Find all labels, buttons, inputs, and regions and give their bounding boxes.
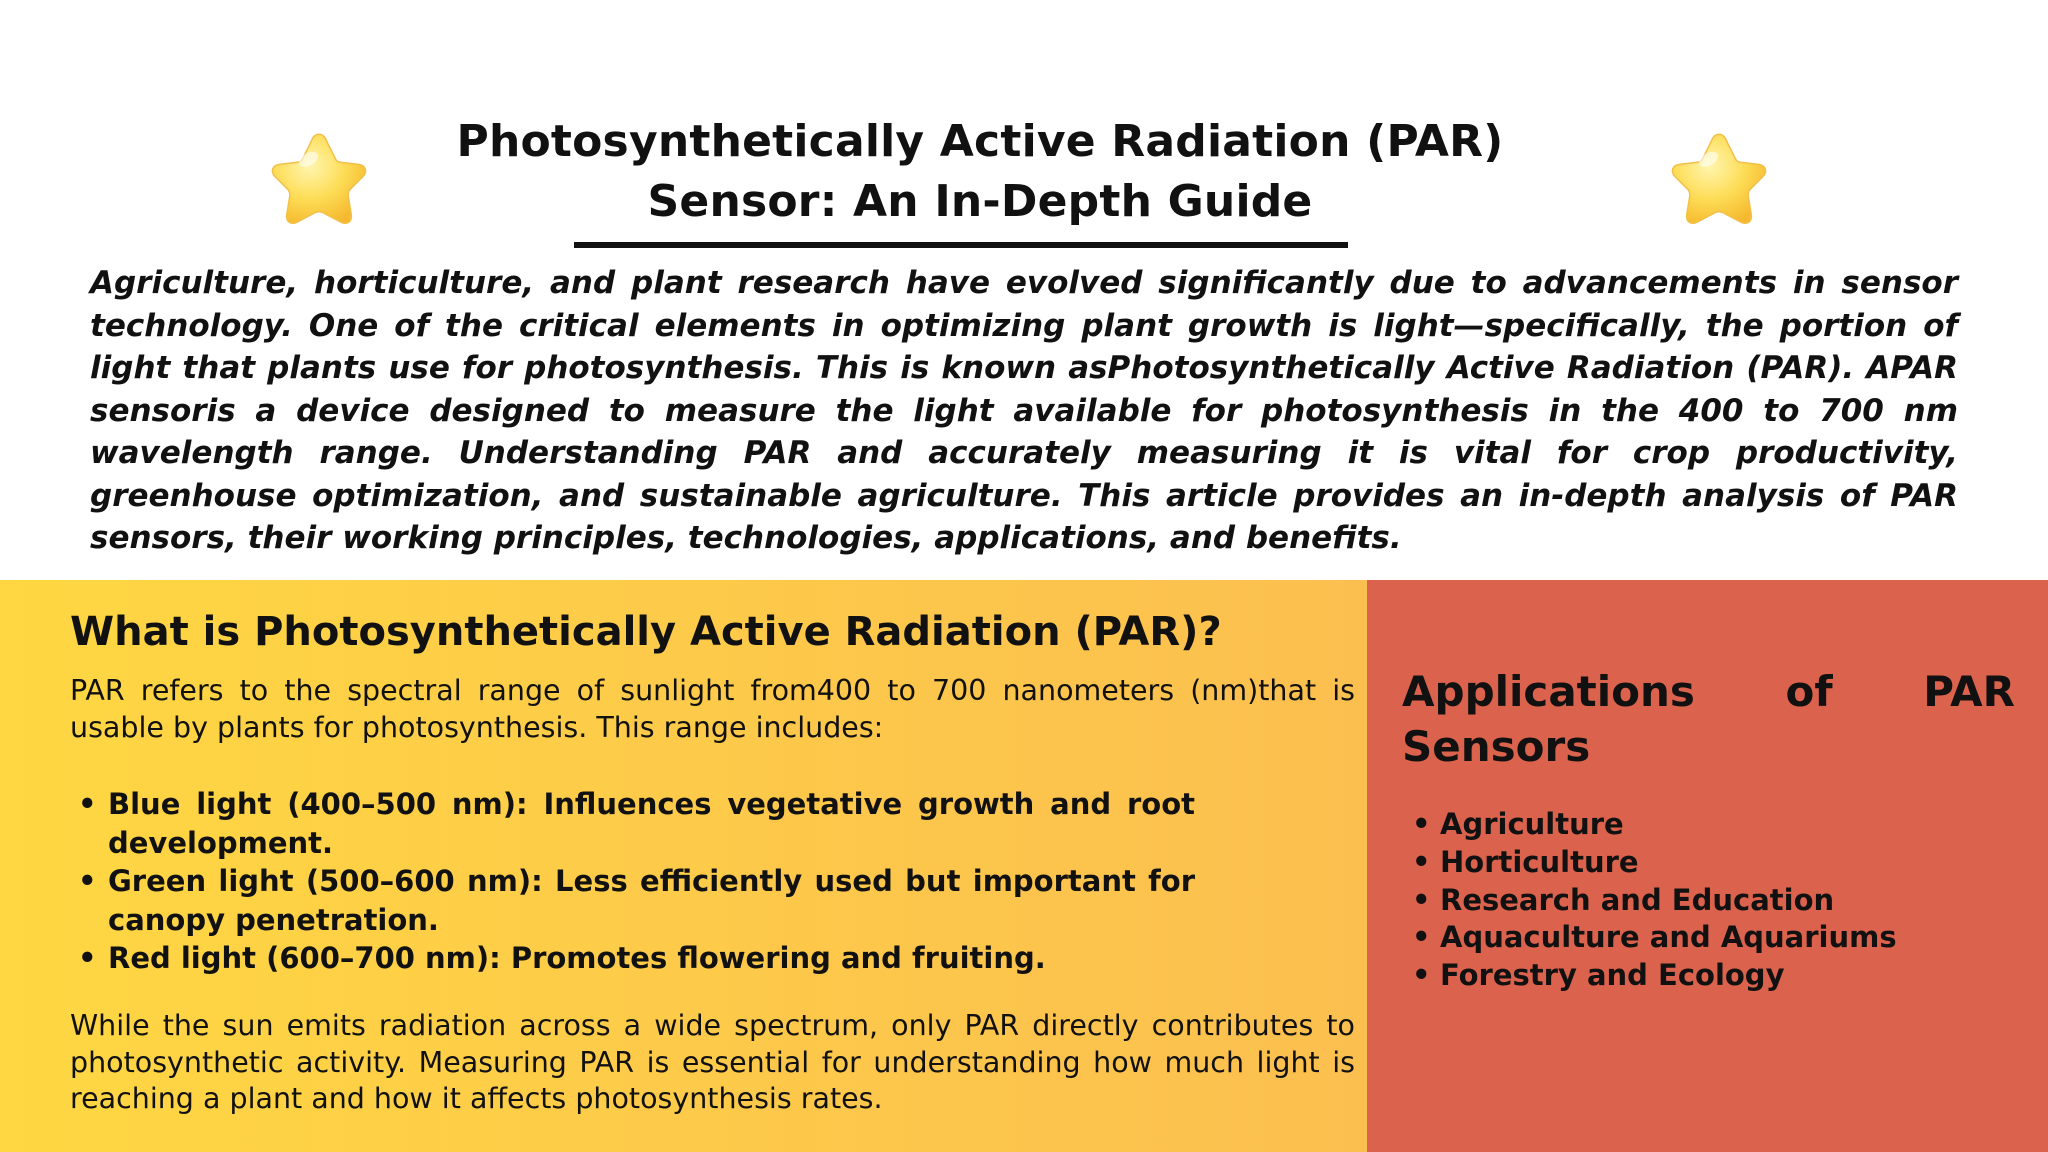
page-title	[380, 112, 1580, 232]
list-item: • Red light (600–700 nm): Promotes flowering and fruiting.	[70, 939, 1195, 978]
light-bands-list	[70, 785, 1195, 978]
star-icon	[265, 128, 373, 232]
title-line-2: Sensor: An In-Depth Guide	[647, 176, 1313, 227]
list-item: • Aquaculture and Aquariums	[1402, 919, 2022, 957]
list-item: • Blue light (400–500 nm): Influences vegetative growth and root development.	[70, 785, 1195, 862]
list-item: • Horticulture	[1402, 844, 2022, 882]
star-icon	[1665, 128, 1773, 232]
applications-heading: Applications of PAR Sensors	[1402, 667, 2015, 771]
what-is-par-text: PAR refers to the spectral range of sunlight from400 to 700 nanometers (nm)that is usable by plants for photosynthesis. This range includes:	[70, 674, 1355, 744]
what-is-par-heading: What is Photosynthetically Active Radiation (PAR)?	[70, 609, 1222, 655]
list-item: • Research and Education	[1402, 882, 2022, 920]
what-is-par-closing: While the sun emits radiation across a wide spectrum, only PAR directly contributes to photosynthetic activity. Measuring PAR is essential for understanding how much light is reaching a plant and how it affects photosynthesis rates.	[70, 1009, 1355, 1115]
list-item: • Agriculture	[1402, 806, 2022, 844]
intro-paragraph: Agriculture, horticulture, and plant research have evolved significantly due to advancements in sensor technology. One of the critical elements in optimizing plant growth is light—specifically, the portion of light that plants use for photosynthesis. This is known asPhotosynthetically Active Radiation (PAR). APAR sensoris a device designed to measure the light available for photosynthesis in the 400 to 700 nm wavelength range. Understanding PAR and accurately measuring it is vital for crop productivity, greenhouse optimization, and sustainable agriculture. This article provides an in-depth analysis of PAR sensors, their working principles, technologies, applications, and benefits.	[90, 265, 1958, 556]
list-item: • Green light (500–600 nm): Less efficiently used but important for canopy penetration.	[70, 862, 1195, 939]
applications-list	[1402, 806, 2022, 995]
list-item: • Forestry and Ecology	[1402, 957, 2022, 995]
title-underline	[574, 242, 1348, 248]
title-line-1: Photosynthetically Active Radiation (PAR)	[456, 116, 1504, 167]
